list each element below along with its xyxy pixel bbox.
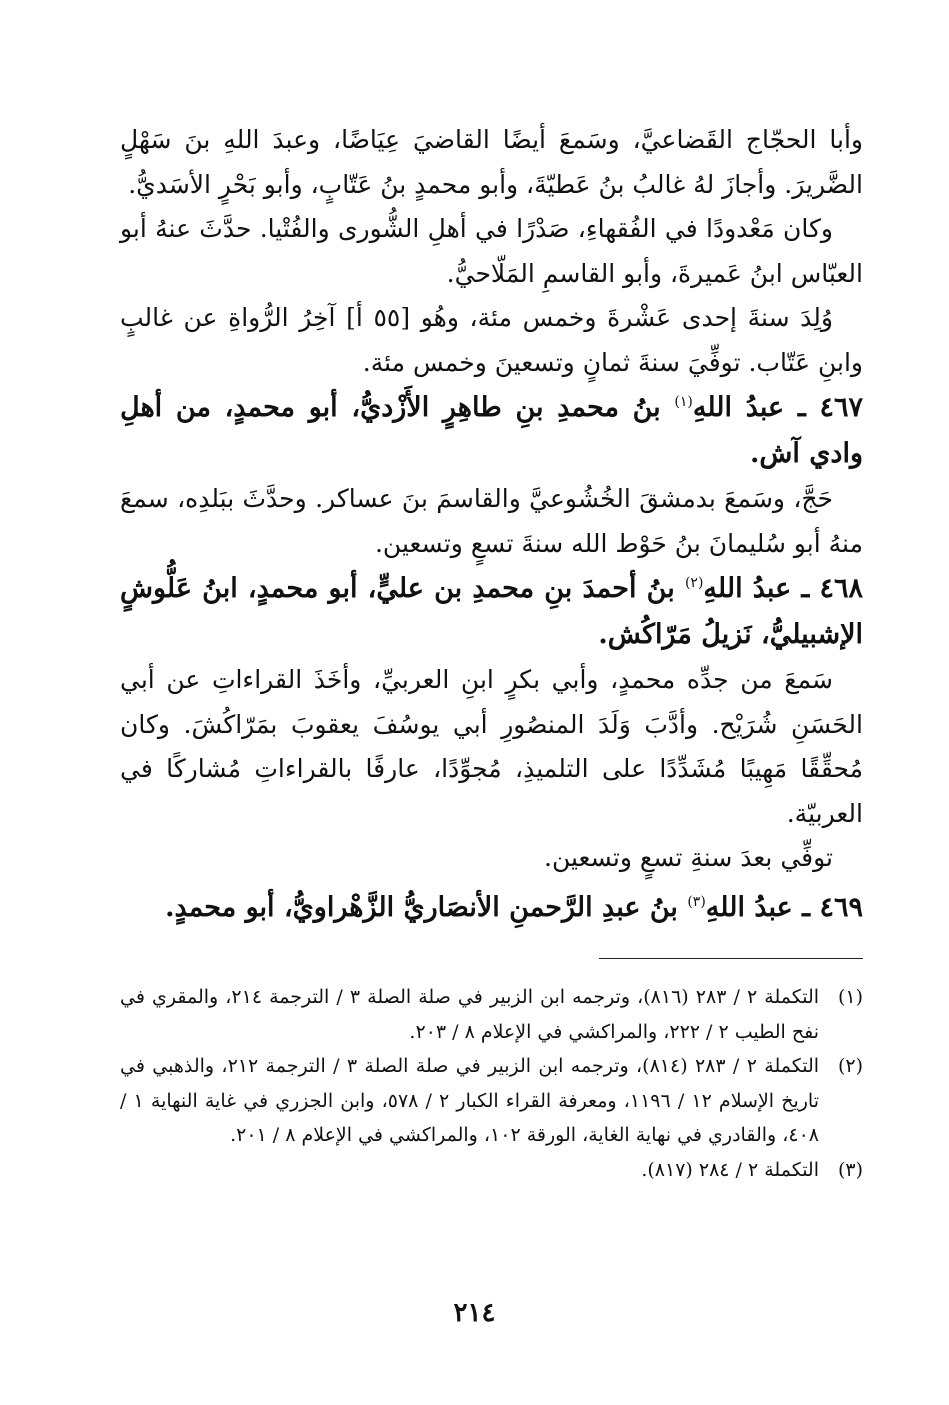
- footnote-3: [120, 1153, 863, 1188]
- footnote-number: (٢): [837, 1055, 863, 1077]
- footnote-number: (١): [837, 986, 863, 1008]
- footnote-ref-2[interactable]: (٢): [684, 575, 704, 591]
- footnote-2: [120, 1049, 863, 1153]
- paragraph-birth-death: وُلِدَ سنةَ إحدى عَشْرةَ وخمس مئة، وهُو [٥٥ أ] آخِرُ الرُّواةِ عن غالبٍ وابنِ عَتّاب. توفِّيَ سنةَ ثمانٍ وتسعينَ وخمس مئة.: [120, 303, 863, 377]
- footnote-number: (٣): [837, 1158, 863, 1181]
- entry-468-lineage: بنُ أحمدَ بنِ محمدِ بن عليٍّ، أبو محمدٍ، ابنُ عَلُّوشٍ الإشبيليُّ، نَزيلُ مَرّاكُش.: [120, 573, 863, 650]
- entry-467-heading: [120, 385, 863, 477]
- footnote-separator: [599, 958, 863, 959]
- footnote-ref-1[interactable]: (١): [674, 394, 693, 410]
- entry-467-body: حَجَّ، وسَمعَ بدمشقَ الخُشُوعيَّ والقاسمَ بنَ عساكر. وحدَّثَ ببَلدِه، سمعَ منهُ أبو سُليمانَ بنُ حَوْط الله سنةَ تسعٍ وتسعين.: [120, 484, 863, 558]
- entry-467-name: ٤٦٧ ـ عبدُ اللهِ: [692, 392, 863, 423]
- footnote-text: التكملة ٢ / ٢٨٣ (٨١٦)، وترجمه ابن الزبير في صلة الصلة ٣ / الترجمة ٢١٤، والمقري في نفح الطيب ٢ / ٢٢٢، والمراكشي في الإعلام ٨ / ٢٠٣.: [120, 986, 820, 1043]
- entry-468-heading: [120, 566, 863, 658]
- footnote-text: التكملة ٢ / ٢٨٤ (٨١٧).: [641, 1158, 819, 1181]
- entry-467-lineage: بنُ محمدِ بنِ طاهِرٍ الأَزْديُّ، أبو محمدٍ، من أهلِ وادي آش.: [120, 392, 863, 469]
- entry-468-name: ٤٦٨ ـ عبدُ اللهِ: [703, 573, 864, 604]
- main-text: [120, 118, 863, 931]
- entry-468-body: سَمعَ من جدِّه محمدٍ، وأبي بكرٍ ابنِ العربيِّ، وأخَذَ القراءاتِ عن أبي الحَسَنِ شُرَيْح. وأدَّبَ وَلَدَ المنصُورِ أبي يوسُفَ يعقوبَ بمَرّاكُشَ. وكان مُحقِّقًا مَهِيبًا مُشَدِّدًا على التلميذِ، مُجوِّدًا، عارفًا بالقراءاتِ مُشاركًا في العربيّة.: [120, 665, 863, 828]
- footnote-1: [120, 980, 863, 1049]
- entry-469-name: ٤٦٩ ـ عبدُ اللهِ: [705, 891, 863, 923]
- entry-469-heading: [120, 885, 863, 931]
- footnote-text: التكملة ٢ / ٢٨٣ (٨١٤)، وترجمه ابن الزبير في صلة الصلة ٣ / الترجمة ٢١٢، والذهبي في تاريخ الإسلام ١٢ / ١١٩٦، ومعرفة القراء الكبار ٢ / ٥٧٨، وابن الجزري في غاية النهاية ١ / ٤٠٨، والقادري في نهاية الغاية، الورقة ١٠٢، والمراكشي في الإعلام ٨ / ٢٠١.: [120, 1055, 820, 1146]
- footnotes: [120, 980, 863, 1187]
- page-number: ٢١٤: [453, 1298, 496, 1328]
- paragraph-scholarship: وكان مَعْدودًا في الفُقهاءِ، صَدْرًا في أهلِ الشُّورى والفُتْيا. حدَّثَ عنهُ أبو العبّاس ابنُ عَميرةَ، وأبو القاسمِ المَلّاحيُّ.: [120, 214, 863, 288]
- paragraph-continuation: وأبا الحجّاج القَضاعيَّ، وسَمعَ أيضًا القاضيَ عِيَاضًا، وعبدَ اللهِ بنَ سَهْلٍ الضَّريرَ. وأجازَ لهُ غالبُ بنُ عَطيّةَ، وأبو محمدٍ بنُ عَتّابٍ، وأبو بَحْرٍ الأسَديُّ.: [120, 125, 863, 199]
- entry-468-death: توفِّي بعدَ سنةِ تسعٍ وتسعين.: [544, 843, 833, 872]
- footnote-ref-3[interactable]: (٣): [687, 893, 706, 910]
- entry-469-lineage: بنُ عبدِ الرَّحمنِ الأنصَاريُّ الزَّهْراويُّ، أبو محمدٍ.: [165, 891, 688, 923]
